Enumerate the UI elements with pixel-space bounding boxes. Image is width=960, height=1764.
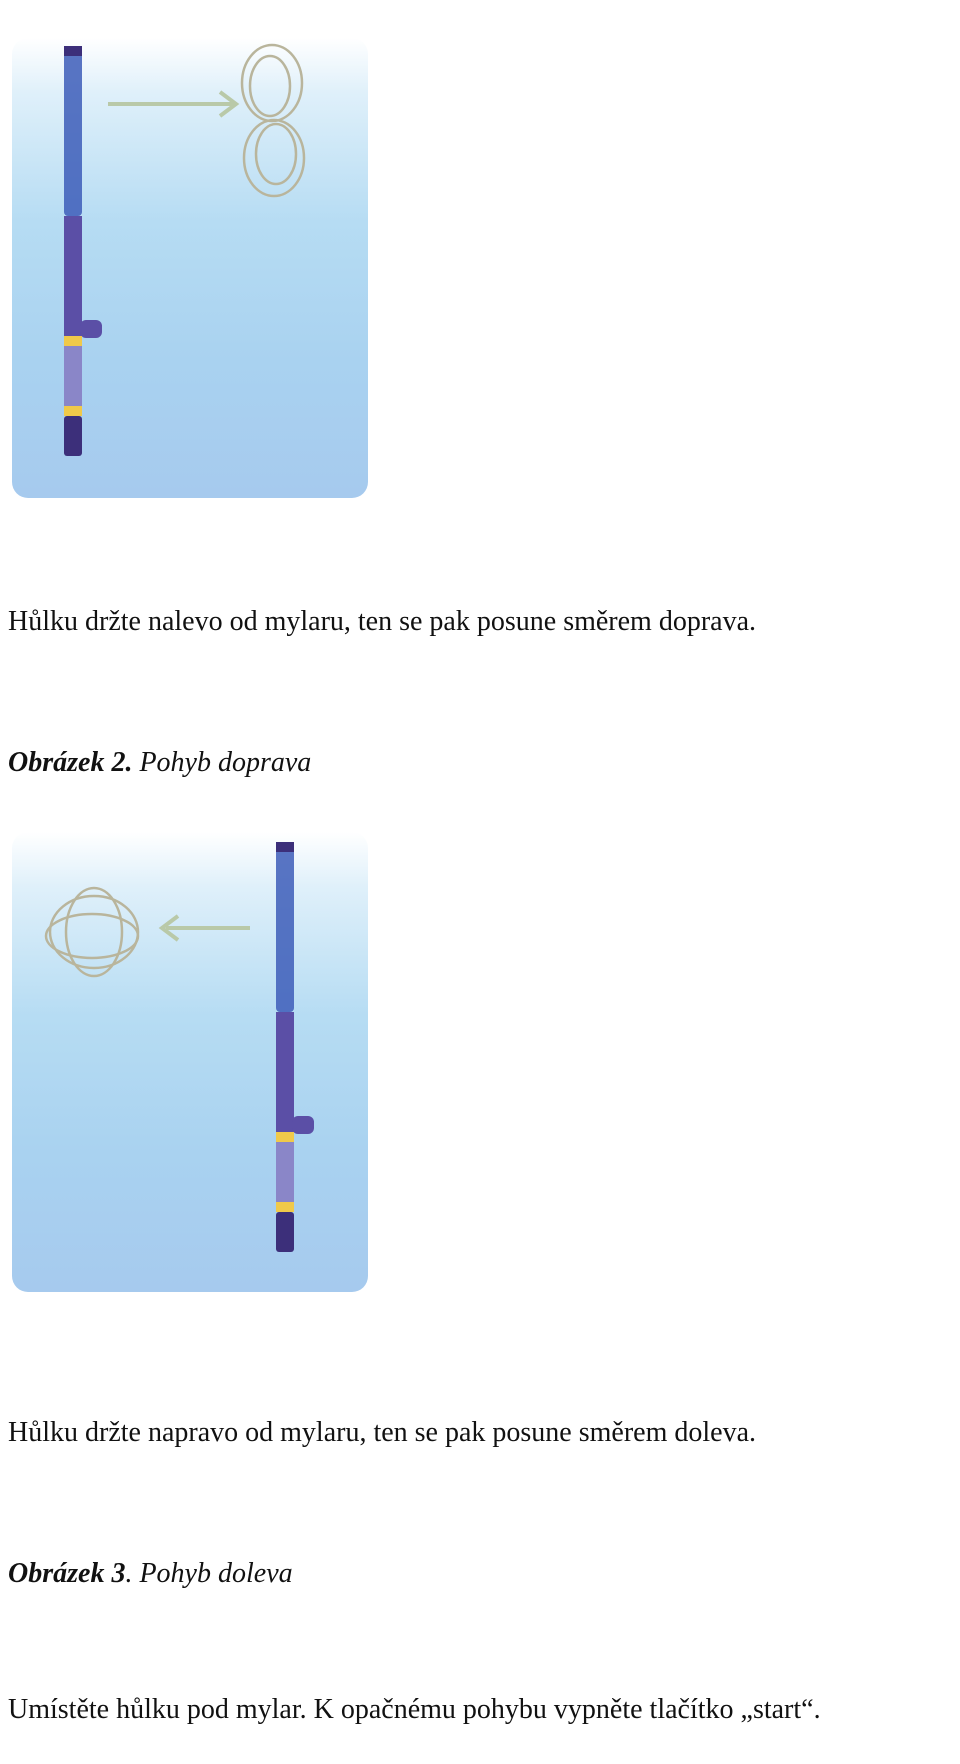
figure-3-separator: . (125, 1558, 140, 1589)
figure-move-right-illustration (12, 38, 368, 498)
figure-2-label: Obrázek 2 (8, 747, 126, 778)
instruction-move-right: Hůlku držte nalevo od mylaru, ten se pak posune směrem doprava. (8, 606, 757, 637)
arrow-left-icon (162, 916, 250, 940)
figure-3-caption (8, 1557, 293, 1591)
instruction-reverse-movement: Umístěte hůlku pod mylar. K opačnému pohybu vypněte tlačítko „start“. (8, 1694, 821, 1725)
figure-2-caption (8, 746, 311, 780)
magic-wand-icon (276, 842, 314, 1252)
figure-3-label: Obrázek 3 (8, 1558, 126, 1589)
figure-2-title: Pohyb doprava (139, 747, 312, 778)
instruction-move-left: Hůlku držte napravo od mylaru, ten se pak posune směrem doleva. (8, 1417, 757, 1448)
figure-2-svg (12, 832, 368, 1292)
arrow-right-icon (108, 92, 236, 116)
figure-2-separator: . (125, 747, 140, 778)
figure-1-svg (12, 38, 368, 498)
mylar-loop-icon (46, 888, 138, 976)
figure-move-left-illustration (12, 832, 368, 1292)
magic-wand-icon (64, 46, 102, 456)
mylar-loop-icon (242, 45, 304, 196)
figure-3-title: Pohyb doleva (139, 1558, 293, 1589)
